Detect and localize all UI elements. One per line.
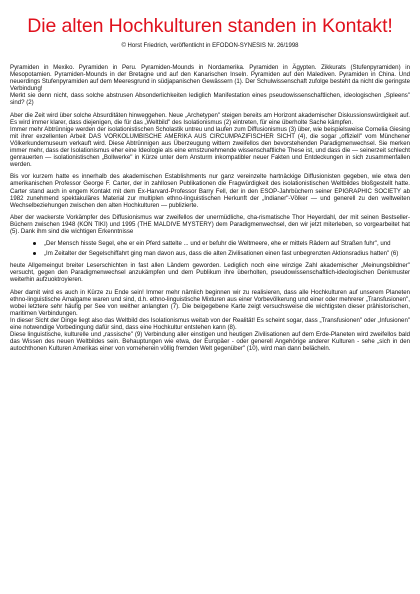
paragraph: Bis vor kurzem hatte es innerhalb des akademischen Establishments nur ganz vereinzelte hartnäckige Diffusionisten gegeben, wie etwa den amerikanischen Professor George F. Carter, der in zahllosen Publikationen die Fragwürdigkeit des isolationistischen Weltbildes bloßgestellt hatte. Carter stand auch in engem Kontakt mit dem Ex-Harvard-Professor Barry Fell, der in den ESOP-Jahrbüchern seiner EPIGRAPHIC SOCIETY ab 1982 zunehmend spektakuläres Material zur multiplen ethno-linguistischen Herkunft der „Indianer"-Völker — und generell zu den weltweiten Wechselbeziehungen zwischen den alten Hochkulturen — publizierte. [10, 173, 410, 209]
paragraph: Pyramiden in Mexiko. Pyramiden in Peru. Pyramiden-Mounds in Nordamerika. Pyramiden in Ägypten. Zikkurats (Stufenpyramiden) in Mesopotamien. Pyramiden-Mounds in der Bretagne und auf den Kanarischen Inseln. Pyramiden auf den Malediven. Pyramiden in China. Und neuerdings Stufenpyramiden auf dem Meeresgrund in südjapanischen Gewässern (1). Der Schulwissenschaft zufolge besteht da nicht die geringste Verbindung! [10, 64, 410, 93]
article-body [10, 64, 410, 352]
paragraph: Merkt sie denn nicht, dass solche abstrusen Absonderlichkeiten lediglich Manifestation eines pseudowissenschaftlichen, ideologischen „Spleens" sind? (2) [10, 92, 410, 107]
article-byline: © Horst Friedrich, veröffentlicht in EFODON-SYNESIS Nr. 26/1998 [121, 43, 299, 49]
paragraph: In dieser Sicht der Dinge liegt also das Weltbild des Isolationismus weitab von der Realität! Es scheint sogar, dass „Transfusionen" oder „Infusionen" eine notwendige Vorbedingung dafür sind, dass eine Hochkultur entstehen kann (8). [10, 317, 410, 332]
paragraph: Aber der wackerste Vorkämpfer des Diffusionismus war zweifellos der unermüdliche, cha-rismatische Thor Heyerdahl, der mit seinen Bestseller-Büchern zwischen 1948 (KON TIKI) und 1995 (THE MALDIVE MYSTERY) dem Paradigmenwechsel, den wir jetzt miterleben, so vorgearbeitet hat (5). Dank ihm sind die wichtigen Erkenntnisse [10, 214, 410, 236]
paragraph: Aber die Zeit wird über solche Absurditäten hinweggehen. Neue „Archetypen" steigen bereits am Horizont akademischer Diskussionswürdigkeit auf. Es wird immer klarer, dass diejenigen, die für das „Weltbild" des Isolationismus (2) eintreten, für eine überholte Sache kämpfen. [10, 111, 410, 126]
quote-item: „Im Zeitalter der Segelschiffahrt ging man davon aus, dass die alten Zivilisationen einen fast unbegrenzten Aktionsradius hatten" (6) [44, 250, 410, 257]
paragraph: Immer mehr Abtrünnige werden der isolationistischen Scholastik untreu und laufen zum Diffusionismus (3) über, wie beispielsweise Cornelia Giesing mit ihrer exzellenten Arbeit DAS VORKOLUMBISCHE AMERIKA AUS CIRCUMPAZIFISCHER SICHT (4), die sogar „offiziell" vom Münchener Völkerkundemuseum verkauft wird. Diese Abtrünnigen aus Überzeugung wittern zweifellos den bevorstehenden Paradigmenwechsel. Sie merken immer mehr, dass der Isolationismus eher eine Ideologie als eine ernstzunehmende wissenschaftliche These ist, und dass die — seinerzeit schlecht genrauerten — isolationistischen „Bollwerke" in Kürze unter dem Ansturm inkompatibler neuer Fakten und Entdeckungen in sich zusammenfallen werden. [10, 125, 410, 168]
quote-item: „Der Mensch hisste Segel, ehe er ein Pferd sattelte ... und er befuhr die Weltmeere, ehe er mittels Rädern auf Straßen fuhr", und [44, 240, 410, 247]
paragraph: Aber damit wird es auch in Kürze zu Ende sein! Immer mehr nämlich beginnen wir zu realisieren, dass alle Hochkulturen auf unserem Planeten ethno-linguistische Amalgame waren und sind, d.h. ethno-linguistische Mixturen aus einer Vorbevölkerung und einer oder mehrerer „Transfusionen", wobei letztere sehr häufig per See von weither anlangten (7). Die beigegebene Karte zeigt versuchsweise die wichtigsten dieser prähistorischen, maritimen Verbindungen. [10, 288, 410, 317]
paragraph: heute Allgemeingut breiter Leserschichten in fast allen Ländern geworden. Lediglich noch eine winzige Zahl akademischer „Meinungsbildner" versucht, gegen den Paradigmenwechsel anzukämpfen und dem Publikum ihre überholten, pseudowissenschaftlich-ideologischen Denkmuster weiterhin aufzuoktroyieren. [10, 262, 410, 284]
paragraph: Diese linguistische, kulturelle und „rassische" (9) Verbindung aller einstigen und heutigen Zivilisationen auf dem Erde-Planeten wird zweifellos bald das Wissen des neuen Weltbildes sein. Behauptungen wie etwa, der Europäer - oder generell Angehörige anderer Kulturen - sehe „sich in den autochthonen Kulturen Amerikas einer von vorneherein völlig fremden Welt gegenüber" (10), wird man dann belächeln. [10, 331, 410, 353]
quote-list [10, 240, 410, 257]
article-title: Die alten Hochkulturen standen in Kontakt! [27, 15, 393, 37]
